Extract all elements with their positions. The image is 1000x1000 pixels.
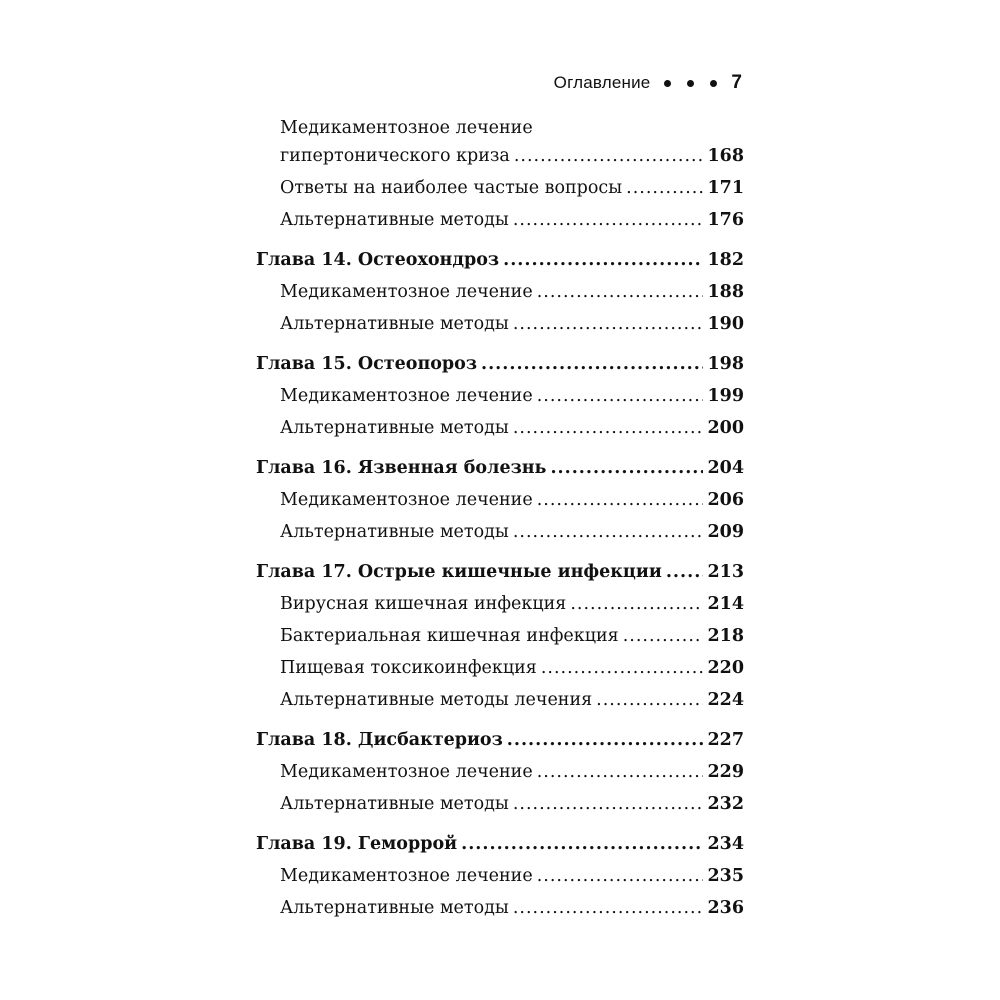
toc-entry-title: Пищевая токсикоинфекция xyxy=(280,658,537,678)
dot-leader xyxy=(666,556,704,588)
toc-entry[interactable] xyxy=(256,892,744,924)
toc-entry-title: Альтернативные методы xyxy=(280,418,509,438)
toc-entry[interactable] xyxy=(256,140,744,172)
toc-entry-title: Ответы на наиболее частые вопросы xyxy=(280,178,623,198)
dot-leader xyxy=(513,308,704,340)
toc-entry-title: Медикаментозное лечение xyxy=(280,762,533,782)
bullet-icon xyxy=(710,80,717,87)
dot-leader xyxy=(513,412,704,444)
toc-chapter-entry[interactable] xyxy=(256,724,744,756)
toc-entry-title: Медикаментозное лечение xyxy=(280,282,533,302)
toc-chapter-16 xyxy=(256,452,744,548)
toc-entry-page: 168 xyxy=(707,146,744,166)
toc-entry-title: Альтернативные методы xyxy=(280,314,509,334)
page-number: 7 xyxy=(731,72,742,93)
toc-entry-title: Медикаментозное лечение xyxy=(280,490,533,510)
toc-entry-page: 218 xyxy=(707,626,744,646)
running-head xyxy=(554,72,742,94)
toc-entry-page: 176 xyxy=(707,210,744,230)
chapter-title: Глава 14. Остеохондроз xyxy=(256,250,500,270)
chapter-page: 204 xyxy=(707,458,744,478)
toc-entry[interactable] xyxy=(256,204,744,236)
toc-entry[interactable] xyxy=(256,652,744,684)
toc-entry[interactable] xyxy=(256,588,744,620)
chapter-title: Глава 15. Остеопороз xyxy=(256,354,477,374)
chapter-title: Глава 18. Дисбактериоз xyxy=(256,730,503,750)
toc-entry-title: Альтернативные методы xyxy=(280,898,509,918)
toc-entry-page: 236 xyxy=(707,898,744,918)
dot-leader xyxy=(513,204,704,236)
toc-entry[interactable] xyxy=(256,516,744,548)
toc-entry[interactable] xyxy=(256,308,744,340)
toc-entry-title: Медикаментозное лечение xyxy=(280,118,533,138)
bullet-icon xyxy=(664,80,671,87)
toc-entry-page: 200 xyxy=(707,418,744,438)
table-of-contents xyxy=(256,116,744,932)
toc-chapter-15 xyxy=(256,348,744,444)
toc-entry-page: 232 xyxy=(707,794,744,814)
bullet-separator xyxy=(664,80,717,87)
dot-leader xyxy=(596,684,703,716)
toc-entry[interactable] xyxy=(256,276,744,308)
toc-entry-title: Альтернативные методы xyxy=(280,522,509,542)
toc-entry-page: 199 xyxy=(707,386,744,406)
toc-entry-page: 214 xyxy=(707,594,744,614)
toc-entry-title: гипертонического криза xyxy=(280,146,510,166)
dot-leader xyxy=(537,380,704,412)
toc-entry-page: 229 xyxy=(707,762,744,782)
toc-chapter-entry[interactable] xyxy=(256,244,744,276)
toc-entry-title: Альтернативные методы xyxy=(280,794,509,814)
toc-entry-title: Медикаментозное лечение xyxy=(280,386,533,406)
toc-entry[interactable] xyxy=(256,380,744,412)
dot-leader xyxy=(537,484,704,516)
chapter-page: 227 xyxy=(707,730,744,750)
toc-entry-title: Медикаментозное лечение xyxy=(280,866,533,886)
dot-leader xyxy=(513,892,704,924)
toc-entry-title: Альтернативные методы лечения xyxy=(280,690,593,710)
toc-entry-page: 171 xyxy=(707,178,744,198)
chapter-page: 198 xyxy=(707,354,744,374)
toc-entry-title: Альтернативные методы xyxy=(280,210,509,230)
toc-entry[interactable] xyxy=(256,172,744,204)
dot-leader xyxy=(507,724,704,756)
toc-entry[interactable] xyxy=(256,620,744,652)
toc-entry[interactable] xyxy=(256,412,744,444)
toc-chapter-18 xyxy=(256,724,744,820)
dot-leader xyxy=(461,828,703,860)
chapter-page: 234 xyxy=(707,834,744,854)
dot-leader xyxy=(623,620,704,652)
dot-leader xyxy=(513,516,704,548)
bullet-icon xyxy=(687,80,694,87)
toc-entry[interactable] xyxy=(256,788,744,820)
toc-entry[interactable] xyxy=(256,756,744,788)
toc-entry[interactable] xyxy=(256,860,744,892)
toc-entry-title: Вирусная кишечная инфекция xyxy=(280,594,567,614)
toc-entry-line xyxy=(256,116,744,140)
dot-leader xyxy=(570,588,703,620)
toc-entry-page: 235 xyxy=(707,866,744,886)
toc-chapter-entry[interactable] xyxy=(256,828,744,860)
toc-chapter-entry[interactable] xyxy=(256,452,744,484)
dot-leader xyxy=(537,756,704,788)
toc-entry-title: Бактериальная кишечная инфекция xyxy=(280,626,619,646)
dot-leader xyxy=(513,788,704,820)
toc-entry-page: 209 xyxy=(707,522,744,542)
toc-chapter-19 xyxy=(256,828,744,924)
chapter-title: Глава 16. Язвенная болезнь xyxy=(256,458,547,478)
dot-leader xyxy=(514,140,704,172)
chapter-title: Глава 17. Острые кишечные инфекции xyxy=(256,562,662,582)
dot-leader xyxy=(503,244,703,276)
dot-leader xyxy=(550,452,703,484)
toc-chapter-entry[interactable] xyxy=(256,556,744,588)
dot-leader xyxy=(541,652,704,684)
chapter-title: Глава 19. Геморрой xyxy=(256,834,458,854)
chapter-page: 182 xyxy=(707,250,744,270)
toc-entry[interactable] xyxy=(256,684,744,716)
dot-leader xyxy=(537,860,704,892)
toc-entry-page: 220 xyxy=(707,658,744,678)
section-title: Оглавление xyxy=(553,73,651,92)
dot-leader xyxy=(537,276,704,308)
toc-chapter-17 xyxy=(256,556,744,716)
chapter-page: 213 xyxy=(707,562,744,582)
toc-chapter-entry[interactable] xyxy=(256,348,744,380)
toc-entry-page: 190 xyxy=(707,314,744,334)
toc-group-continued xyxy=(256,116,744,236)
toc-entry-page: 188 xyxy=(707,282,744,302)
toc-entry-page: 224 xyxy=(707,690,744,710)
toc-entry-page: 206 xyxy=(707,490,744,510)
toc-entry[interactable] xyxy=(256,484,744,516)
toc-chapter-14 xyxy=(256,244,744,340)
dot-leader xyxy=(481,348,703,380)
dot-leader xyxy=(626,172,703,204)
